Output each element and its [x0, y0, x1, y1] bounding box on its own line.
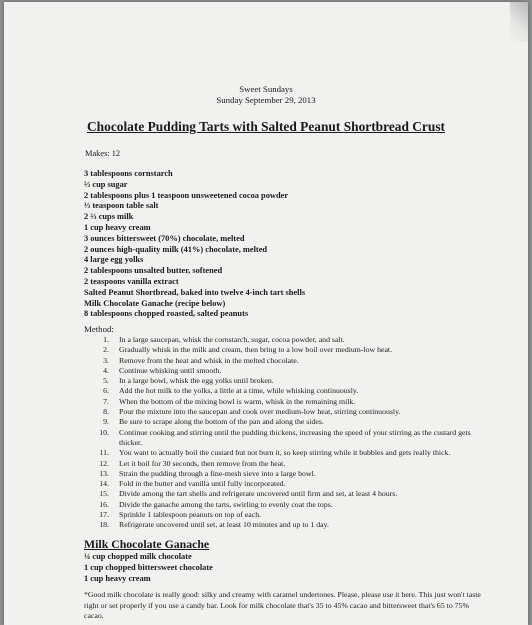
method-step	[85, 397, 485, 407]
ingredient-item: ⅓ teaspoon table salt	[84, 201, 159, 211]
step-number: 2.	[103, 345, 109, 355]
ganache-ingredient-item: 1 cup heavy cream	[84, 574, 151, 583]
ingredient-item: 1 cup heavy cream	[84, 222, 151, 232]
method-step	[85, 469, 485, 479]
footnote: *Good milk chocolate is really good: silky and creamy with caramel undertones. Please, please use it here. This just won't taste right or set properly if you use a candy bar. Look for milk chocolate that's 35 to 45% cacao and bittersweet that's 65 to 75% cacao.	[84, 590, 481, 621]
step-number: 17.	[99, 510, 109, 520]
ingredient-item: 2 ⅔ cups milk	[84, 212, 134, 222]
step-number: 11.	[99, 448, 109, 458]
step-number: 7.	[103, 396, 109, 406]
step-text: In a large bowl, whisk the egg yolks until broken.	[119, 376, 274, 386]
method-step	[85, 520, 485, 530]
ganache-ingredient-item: 1 cup chopped bittersweet chocolate	[84, 563, 213, 572]
step-text: You want to actually boil the custard but not burn it, so keep stirring while it bubbles and gets really thick.	[119, 448, 451, 458]
page-fold-shadow	[510, 2, 528, 42]
ingredient-item: 4 large egg yolks	[84, 255, 144, 265]
ingredient-item: 3 tablespoons cornstarch	[84, 169, 173, 178]
method-step	[85, 428, 485, 449]
step-text: Remove from the heat and whisk in the melted chocolate.	[119, 355, 299, 365]
method-step	[85, 356, 485, 366]
method-step	[85, 386, 485, 396]
method-step	[85, 448, 485, 458]
step-number: 9.	[103, 417, 109, 427]
series-name: Sweet Sundays	[239, 84, 293, 94]
method-step	[85, 500, 485, 510]
method-step	[85, 479, 485, 489]
method-step	[85, 335, 485, 345]
step-text: Be sure to scrape along the bottom of the pan and along the sides.	[119, 417, 324, 427]
step-text: Fold in the butter and vanilla until fully incorporated.	[119, 479, 286, 489]
step-text: Strain the pudding through a fine-mesh sieve into a large bowl.	[119, 468, 316, 478]
ingredient-list	[84, 169, 305, 320]
recipe-page	[4, 2, 528, 625]
ingredient-item: ⅔ cup sugar	[84, 179, 128, 189]
step-text: Let it boil for 30 seconds, then remove from the heat.	[119, 458, 286, 468]
ingredient-item: 8 tablespoons chopped roasted, salted peanuts	[84, 309, 249, 319]
method-step	[85, 510, 485, 520]
step-number: 12.	[99, 458, 109, 468]
ingredient-item: 2 teaspoons vanilla extract	[84, 276, 179, 286]
step-text: Continue whisking until smooth.	[119, 365, 222, 375]
ganache-ingredient-list	[84, 551, 213, 584]
ingredient-item: 3 ounces bittersweet (70%) chocolate, melted	[84, 233, 245, 243]
ganache-title: Milk Chocolate Ganache	[84, 537, 210, 551]
step-number: 10.	[99, 427, 109, 437]
ingredient-item: 2 tablespoons unsalted butter, softened	[84, 266, 223, 276]
step-text: In a large saucepan, whisk the cornstarch, sugar, cocoa powder, and salt.	[119, 335, 345, 344]
ganache-ingredient-item: ¼ cup chopped milk chocolate	[84, 552, 192, 561]
step-number: 18.	[99, 520, 109, 530]
method-steps	[85, 335, 485, 531]
step-number: 3.	[103, 355, 109, 365]
method-step	[85, 489, 485, 499]
method-step	[85, 345, 485, 355]
step-text: When the bottom of the mixing bowl is warm, whisk in the remaining milk.	[119, 396, 356, 406]
method-step	[85, 407, 485, 417]
step-number: 1.	[103, 335, 109, 344]
method-heading: Method:	[84, 324, 114, 334]
step-text: Divide the ganache among the tarts, swirling to evenly coat the tops.	[119, 499, 333, 509]
step-number: 16.	[99, 499, 109, 509]
step-text: Refrigerate uncovered until set, at least 10 minutes and up to 1 day.	[119, 520, 329, 530]
step-number: 6.	[103, 386, 109, 396]
post-date: Sunday September 29, 2013	[216, 95, 316, 105]
yield: Makes: 12	[85, 149, 121, 158]
ingredient-item: Salted Peanut Shortbread, baked into twelve 4-inch tart shells	[84, 287, 306, 297]
recipe-title: Chocolate Pudding Tarts with Salted Peanut Shortbread Crust	[87, 119, 445, 134]
ingredient-item: Milk Chocolate Ganache (recipe below)	[84, 298, 226, 308]
ingredient-item: 2 ounces high-quality milk (41%) chocolate, melted	[84, 244, 268, 254]
step-text: Add the hot milk to the yolks, a little at a time, while whisking continuously.	[119, 386, 359, 396]
step-number: 14.	[99, 479, 109, 489]
step-text: Pour the mixture into the saucepan and cook over medium-low heat, stirring continuously.	[119, 407, 401, 417]
ingredient-item: 2 tablespoons plus 1 teaspoon unsweetened cocoa powder	[84, 190, 289, 200]
step-number: 13.	[99, 468, 109, 478]
step-number: 4.	[103, 365, 109, 375]
step-text: Divide among the tart shells and refrigerate uncovered until firm and set, at least 4 hours.	[119, 489, 398, 499]
method-step	[85, 459, 485, 469]
header	[4, 84, 528, 106]
step-text: Sprinkle 1 tablespoon peanuts on top of each.	[119, 510, 262, 520]
step-number: 5.	[103, 376, 109, 386]
step-number: 8.	[103, 407, 109, 417]
method-step	[85, 376, 485, 386]
method-step	[85, 366, 485, 376]
method-step	[85, 417, 485, 427]
step-text: Continue cooking and stirring until the pudding thickens, increasing the speed of your stirring as the custard gets thicker.	[119, 427, 471, 447]
step-number: 15.	[99, 489, 109, 499]
step-text: Gradually whisk in the milk and cream, then bring to a low boil over medium-low heat.	[119, 345, 393, 355]
